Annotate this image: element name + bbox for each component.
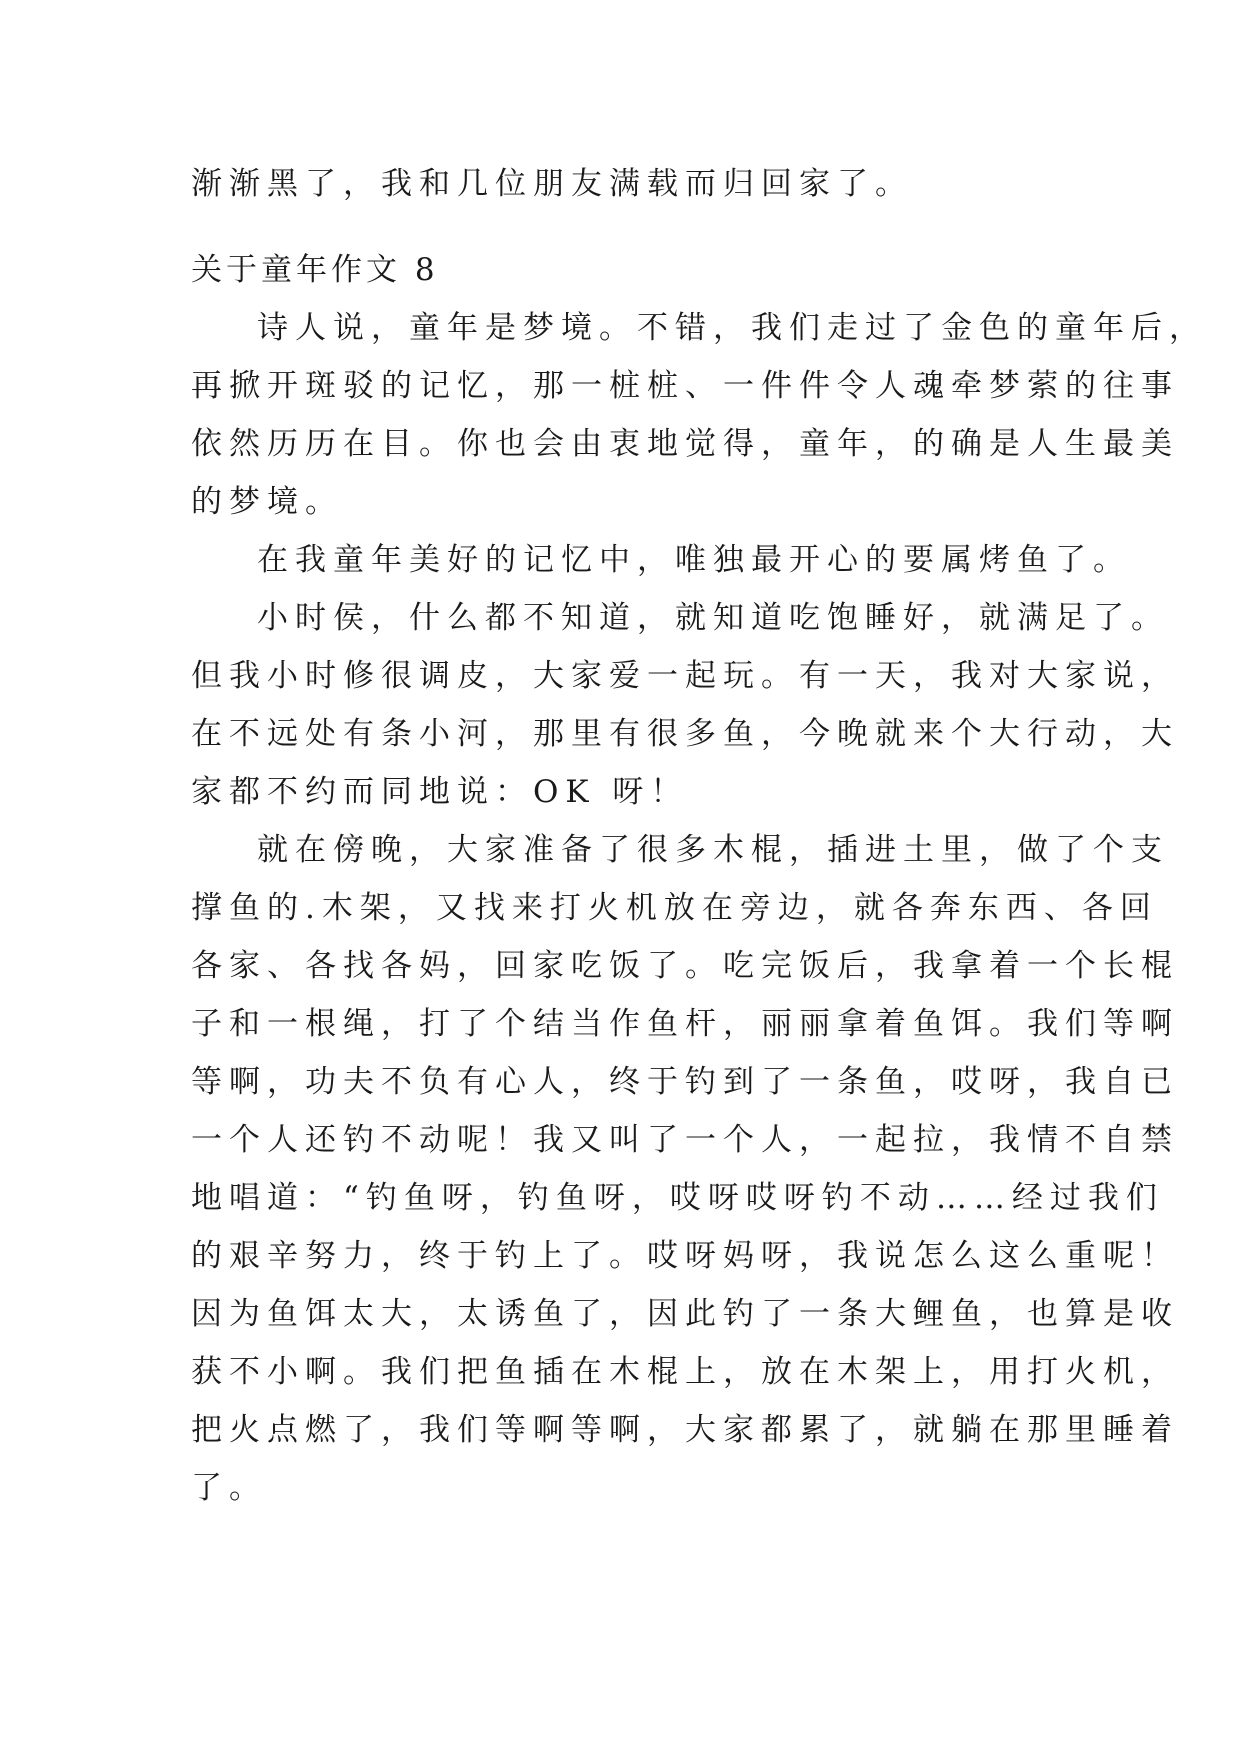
paragraph-line: 地唱道：“钓鱼呀，钓鱼呀，哎呀哎呀钓不动……经过我们 (191, 1180, 1164, 1216)
paragraph-line: 因为鱼饵太大，太诱鱼了，因此钓了一条大鲤鱼，也算是收 (191, 1296, 1179, 1332)
paragraph-line: 诗人说，童年是梦境。不错，我们走过了金色的童年后， (257, 310, 1207, 346)
paragraph-line: 在我童年美好的记忆中，唯独最开心的要属烤鱼了。 (257, 542, 1131, 578)
paragraph-line: 小时侯，什么都不知道，就知道吃饱睡好，就满足了。 (257, 600, 1169, 636)
carry-over-line: 渐渐黑了，我和几位朋友满载而归回家了。 (191, 166, 913, 202)
paragraph-line: 撑鱼的.木架，又找来打火机放在旁边，就各奔东西、各回 (191, 890, 1158, 926)
paragraph-line: 子和一根绳，打了个结当作鱼杆，丽丽拿着鱼饵。我们等啊 (191, 1006, 1179, 1042)
paragraph-line: 的梦境。 (191, 484, 343, 520)
paragraph-line: 获不小啊。我们把鱼插在木棍上，放在木架上，用打火机， (191, 1354, 1179, 1390)
paragraph-line: 但我小时修很调皮，大家爱一起玩。有一天，我对大家说， (191, 658, 1179, 694)
paragraph-line: 等啊，功夫不负有心人，终于钓到了一条鱼，哎呀，我自已 (191, 1064, 1179, 1100)
paragraph-line: 各家、各找各妈，回家吃饭了。吃完饭后，我拿着一个长棍 (191, 948, 1179, 984)
paragraph-line: 家都不约而同地说：OK 呀！ (191, 774, 689, 810)
paragraph-line: 一个人还钓不动呢！我又叫了一个人，一起拉，我情不自禁 (191, 1122, 1179, 1158)
paragraph-line: 了。 (191, 1470, 267, 1506)
essay-heading: 关于童年作文 8 (191, 252, 439, 288)
paragraph-line: 就在傍晚，大家准备了很多木棍，插进土里，做了个支 (257, 832, 1169, 868)
paragraph-line: 在不远处有条小河，那里有很多鱼，今晚就来个大行动，大 (191, 716, 1179, 752)
paragraph-line: 依然历历在目。你也会由衷地觉得，童年，的确是人生最美 (191, 426, 1179, 462)
paragraph-line: 把火点燃了，我们等啊等啊，大家都累了，就躺在那里睡着 (191, 1412, 1179, 1448)
paragraph-line: 的艰辛努力，终于钓上了。哎呀妈呀，我说怎么这么重呢！ (191, 1238, 1179, 1274)
paragraph-line: 再掀开斑驳的记忆，那一桩桩、一件件令人魂牵梦萦的往事 (191, 368, 1179, 404)
